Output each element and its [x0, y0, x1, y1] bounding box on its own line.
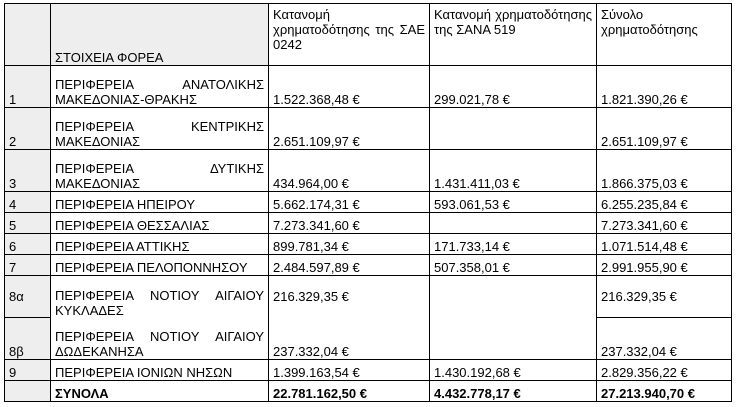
- totals-total: 27.213.940,70 €: [597, 381, 732, 402]
- header-sae: Κατανομή χρηματοδότησης της ΣΑΕ 0242: [269, 4, 430, 66]
- entity-line-1: ΠΕΡΙΦΕΡΕΙΑ ΔΥΤΙΚΗΣ: [55, 161, 264, 176]
- table-row: [5, 255, 732, 276]
- row-sana: [430, 213, 597, 234]
- table-row: [5, 276, 732, 318]
- row-entity: ΠΕΡΙΦΕΡΕΙΑ ΠΕΛΟΠΟΝΝΗΣΟΥ: [51, 255, 269, 276]
- row-number: 7: [5, 255, 51, 276]
- row-sae: 2.484.597,89 €: [269, 255, 430, 276]
- row-sana: [430, 318, 597, 360]
- totals-sae: 22.781.162,50 €: [269, 381, 430, 402]
- row-sae: 216.329,35 €: [269, 276, 430, 318]
- row-sana: 299.021,78 €: [430, 66, 597, 108]
- row-number: 6: [5, 234, 51, 255]
- table-row: [5, 108, 732, 150]
- row-number: 8α: [5, 276, 51, 318]
- totals-index: [5, 381, 51, 402]
- row-sae: 899.781,34 €: [269, 234, 430, 255]
- row-sana: 171.733,14 €: [430, 234, 597, 255]
- row-sae: 2.651.109,97 €: [269, 108, 430, 150]
- row-sae: 5.662.174,31 €: [269, 192, 430, 213]
- row-total: 1.071.514,48 €: [597, 234, 732, 255]
- row-sana: 507.358,01 €: [430, 255, 597, 276]
- row-total: 216.329,35 €: [597, 276, 732, 318]
- table-row: [5, 192, 732, 213]
- entity-line-1: ΠΕΡΙΦΕΡΕΙΑ ΝΟΤΙΟΥ ΑΙΓΑΙΟΥ: [55, 329, 264, 344]
- row-number: 2: [5, 108, 51, 150]
- row-number: 4: [5, 192, 51, 213]
- row-total: 2.829.356,22 €: [597, 360, 732, 381]
- entity-line-1: ΠΕΡΙΦΕΡΕΙΑ ΝΟΤΙΟΥ ΑΙΓΑΙΟΥ: [55, 287, 264, 303]
- table-row: [5, 318, 732, 360]
- row-entity: ΠΕΡΙΦΕΡΕΙΑ ΑΤΤΙΚΗΣ: [51, 234, 269, 255]
- totals-sana: 4.432.778,17 €: [430, 381, 597, 402]
- row-total: 6.255.235,84 €: [597, 192, 732, 213]
- row-sana: [430, 108, 597, 150]
- funding-table: [4, 3, 732, 402]
- row-sae: 7.273.341,60 €: [269, 213, 430, 234]
- row-sae: 434.964,00 €: [269, 150, 430, 192]
- row-entity: ΠΕΡΙΦΕΡΕΙΑ ΘΕΣΣΑΛΙΑΣ: [51, 213, 269, 234]
- row-total: 2.651.109,97 €: [597, 108, 732, 150]
- row-sae: 1.522.368,48 €: [269, 66, 430, 108]
- table-row: [5, 213, 732, 234]
- table-row: [5, 234, 732, 255]
- row-entity: ΠΕΡΙΦΕΡΕΙΑ ΙΟΝΙΩΝ ΝΗΣΩΝ: [51, 360, 269, 381]
- row-sana: [430, 276, 597, 318]
- row-total: 1.866.375,03 €: [597, 150, 732, 192]
- row-total: 7.273.341,60 €: [597, 213, 732, 234]
- row-total: 1.821.390,26 €: [597, 66, 732, 108]
- entity-line-2: ΔΩΔΕΚΑΝΗΣΑ: [55, 344, 144, 359]
- row-entity: [51, 276, 269, 318]
- table-row: [5, 66, 732, 108]
- entity-line-2: ΜΑΚΕΔΟΝΙΑΣ-ΘΡΑΚΗΣ: [55, 92, 197, 107]
- row-number: 1: [5, 66, 51, 108]
- table-row: [5, 360, 732, 381]
- header-sana: Κατανομή χρηματοδότησης της ΣΑΝΑ 519: [430, 4, 597, 66]
- totals-label: ΣΥΝΟΛΑ: [51, 381, 269, 402]
- row-number: 9: [5, 360, 51, 381]
- header-row: [5, 4, 732, 66]
- entity-line-2: ΚΥΚΛΑΔΕΣ: [55, 302, 124, 318]
- row-number: 3: [5, 150, 51, 192]
- row-total: 237.332,04 €: [597, 318, 732, 360]
- row-entity: [51, 66, 269, 108]
- entity-line-1: ΠΕΡΙΦΕΡΕΙΑ ΚΕΝΤΡΙΚΗΣ: [55, 119, 264, 134]
- entity-line-2: ΜΑΚΕΔΟΝΙΑΣ: [55, 134, 141, 149]
- row-entity: ΠΕΡΙΦΕΡΕΙΑ ΗΠΕΙΡΟΥ: [51, 192, 269, 213]
- row-sana: 1.431.411,03 €: [430, 150, 597, 192]
- row-entity: [51, 150, 269, 192]
- totals-row: [5, 381, 732, 402]
- row-sae: 237.332,04 €: [269, 318, 430, 360]
- table-row: [5, 150, 732, 192]
- row-sana: 593.061,53 €: [430, 192, 597, 213]
- row-sana: 1.430.192,68 €: [430, 360, 597, 381]
- row-total: 2.991.955,90 €: [597, 255, 732, 276]
- header-total: Σύνολο χρηματοδότησης: [597, 4, 732, 66]
- row-entity: [51, 108, 269, 150]
- row-sae: 1.399.163,54 €: [269, 360, 430, 381]
- row-number: 5: [5, 213, 51, 234]
- entity-line-2: ΜΑΚΕΔΟΝΙΑΣ: [55, 176, 141, 191]
- header-entity: ΣΤΟΙΧΕΙΑ ΦΟΡΕΑ: [51, 4, 269, 66]
- entity-line-1: ΠΕΡΙΦΕΡΕΙΑ ΑΝΑΤΟΛΙΚΗΣ: [55, 77, 264, 92]
- header-index: [5, 4, 51, 66]
- row-number: 8β: [5, 318, 51, 360]
- row-entity: [51, 318, 269, 360]
